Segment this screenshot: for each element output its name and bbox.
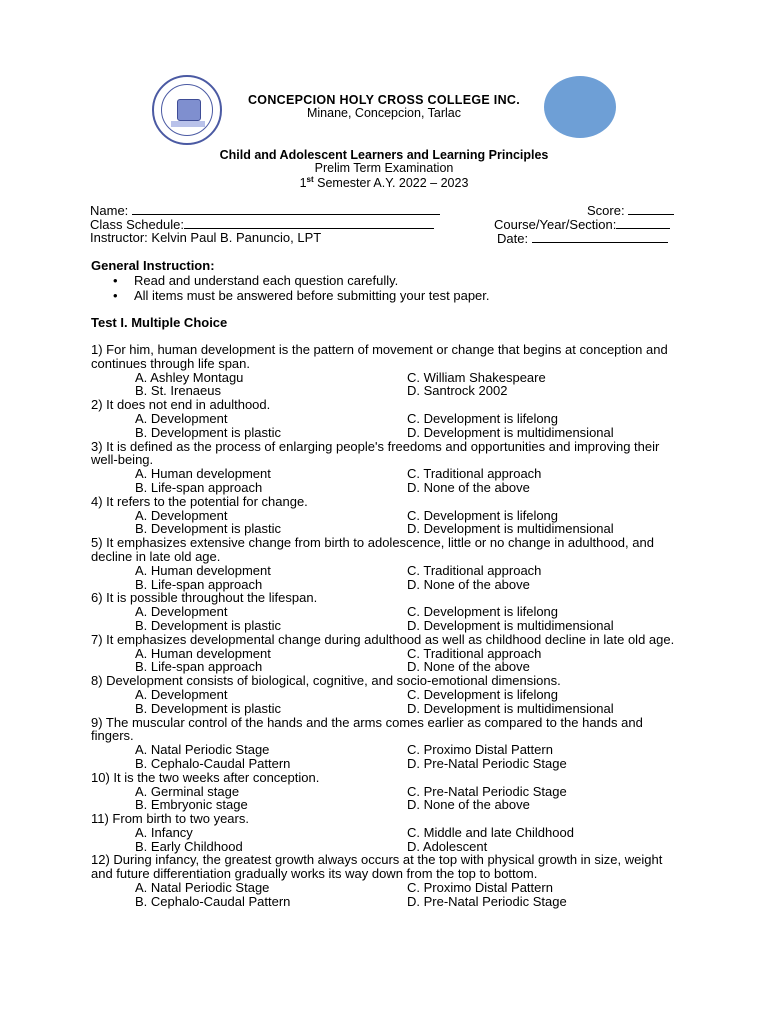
answer-option[interactable]: A. Natal Periodic Stage (135, 742, 270, 758)
question-list (91, 343, 691, 909)
answer-option[interactable]: B. Development is plastic (135, 521, 281, 537)
answer-option[interactable]: B. Life-span approach (135, 479, 263, 495)
option-row (91, 412, 691, 426)
answer-option[interactable]: D. Development is multidimensional (407, 700, 614, 716)
score-label: Score: (587, 203, 625, 218)
question-item (91, 674, 691, 715)
option-row (91, 578, 691, 592)
answer-option[interactable]: C. Development is lifelong (407, 604, 559, 620)
answer-option[interactable]: C. Traditional approach (407, 645, 542, 661)
question-item (91, 853, 691, 908)
answer-option[interactable]: D. None of the above (407, 659, 530, 675)
date-field[interactable] (497, 231, 668, 246)
option-row (91, 371, 691, 385)
question-stem: 3) It is defined as the process of enlarging people's freedoms and opportunities and improving their well-being. (91, 438, 660, 468)
option-row (91, 798, 691, 812)
option-row (91, 840, 691, 854)
question-item (91, 591, 691, 632)
semester-number: 1 (299, 176, 307, 191)
score-field[interactable] (587, 203, 674, 218)
instruction-list (113, 273, 490, 303)
semester-line (0, 175, 768, 190)
answer-option[interactable]: B. Development is plastic (135, 424, 281, 440)
answer-option[interactable]: D. Pre-Natal Periodic Stage (407, 755, 567, 771)
question-item (91, 440, 691, 495)
answer-option[interactable]: D. Development is multidimensional (407, 424, 614, 440)
option-row (91, 702, 691, 716)
question-item (91, 716, 691, 771)
question-item (91, 398, 691, 439)
option-row (91, 647, 691, 661)
option-row (91, 509, 691, 523)
answer-option[interactable]: C. Traditional approach (407, 562, 542, 578)
option-row (91, 743, 691, 757)
answer-option[interactable]: A. Ashley Montagu (135, 369, 244, 385)
answer-option[interactable]: A. Natal Periodic Stage (135, 880, 270, 896)
question-stem: 11) From birth to two years. (91, 811, 249, 827)
semester-suffix: st (306, 175, 314, 184)
option-row (91, 757, 691, 771)
question-stem: 5) It emphasizes extensive change from birth to adolescence, little or no change in adulthood, and decline in late old age. (91, 535, 654, 564)
answer-option[interactable]: C. Development is lifelong (407, 507, 559, 523)
answer-option[interactable]: C. Traditional approach (407, 466, 542, 482)
answer-option[interactable]: D. Santrock 2002 (407, 383, 508, 399)
name-field[interactable] (90, 203, 440, 218)
instruction-item: • Read and understand each question carefully. (113, 273, 490, 288)
answer-option[interactable]: D. None of the above (407, 479, 530, 495)
option-row (91, 688, 691, 702)
school-name: CONCEPCION HOLY CROSS COLLEGE INC. (247, 93, 521, 107)
question-stem: 4) It refers to the potential for change. (91, 493, 308, 509)
answer-option[interactable]: A. Development (135, 686, 228, 702)
option-row (91, 481, 691, 495)
option-row (91, 881, 691, 895)
date-blank[interactable] (532, 231, 668, 243)
answer-option[interactable]: C. Development is lifelong (407, 410, 559, 426)
answer-option[interactable]: D. Development is multidimensional (407, 521, 614, 537)
answer-option[interactable]: C. Proximo Distal Pattern (407, 742, 553, 758)
question-stem: 1) For him, human development is the pattern of movement or change that begins at conception and continues through life span. (91, 342, 668, 371)
option-row (91, 564, 691, 578)
instructor: Instructor: Kelvin Paul B. Panuncio, LPT (90, 230, 322, 245)
question-stem: 6) It is possible throughout the lifespan. (91, 590, 318, 606)
answer-option[interactable]: C. Development is lifelong (407, 686, 559, 702)
semester-text: Semester A.Y. 2022 – 2023 (313, 176, 469, 191)
answer-option[interactable]: D. None of the above (407, 797, 530, 813)
question-stem: 10) It is the two weeks after conception. (91, 769, 320, 785)
instruction-item: • All items must be answered before submitting your test paper. (113, 288, 490, 303)
option-row (91, 660, 691, 674)
school-address: Minane, Concepcion, Tarlac (306, 106, 462, 120)
option-row (91, 785, 691, 799)
answer-option[interactable]: B. Development is plastic (135, 700, 281, 716)
course-title: Child and Adolescent Learners and Learning Principles (219, 148, 549, 162)
question-item (91, 812, 691, 853)
score-blank[interactable] (628, 203, 674, 215)
answer-option[interactable]: B. Cephalo-Caudal Pattern (135, 893, 291, 909)
option-row (91, 467, 691, 481)
answer-option[interactable]: B. Cephalo-Caudal Pattern (135, 755, 291, 771)
answer-option[interactable]: A. Infancy (135, 824, 193, 840)
answer-option[interactable]: A. Human development (135, 466, 271, 482)
option-row (91, 426, 691, 440)
class-schedule-blank[interactable] (184, 217, 434, 229)
answer-option[interactable]: B. Life-span approach (135, 576, 263, 592)
answer-option[interactable]: D. Pre-Natal Periodic Stage (407, 893, 567, 909)
seal-band (171, 121, 205, 127)
class-schedule-label: Class Schedule: (90, 217, 184, 232)
option-row (91, 384, 691, 398)
answer-option[interactable]: C. Pre-Natal Periodic Stage (407, 783, 567, 799)
answer-option[interactable]: A. Development (135, 410, 228, 426)
question-stem: 7) It emphasizes developmental change during adulthood as well as childhood decline in late old age. (91, 631, 675, 647)
answer-option[interactable]: C. Proximo Distal Pattern (407, 880, 553, 896)
option-row (91, 895, 691, 909)
answer-option[interactable]: A. Development (135, 507, 228, 523)
answer-option[interactable]: A. Development (135, 604, 228, 620)
answer-option[interactable]: B. St. Irenaeus (135, 383, 221, 399)
course-year-section-blank[interactable] (616, 217, 670, 229)
general-instruction-title: General Instruction: (91, 258, 215, 273)
question-stem: 2) It does not end in adulthood. (91, 397, 271, 413)
question-item (91, 771, 691, 812)
answer-option[interactable]: B. Early Childhood (135, 838, 243, 854)
option-row (91, 522, 691, 536)
test-title: Test I. Multiple Choice (91, 315, 228, 330)
question-item (91, 536, 691, 591)
name-label: Name: (90, 203, 129, 218)
question-item (91, 495, 691, 536)
answer-option[interactable]: D. None of the above (407, 576, 530, 592)
option-row (91, 605, 691, 619)
answer-option[interactable]: B. Development is plastic (135, 617, 281, 633)
answer-option[interactable]: B. Embryonic stage (135, 797, 248, 813)
date-label: Date: (497, 231, 529, 246)
option-row (91, 619, 691, 633)
answer-option[interactable]: A. Human development (135, 562, 271, 578)
question-stem: 9) The muscular control of the hands and the arms comes earlier as compared to the hands and fingers. (91, 714, 643, 744)
course-year-section-label: Course/Year/Section: (494, 217, 617, 232)
name-blank[interactable] (132, 203, 440, 215)
answer-option[interactable]: A. Human development (135, 645, 271, 661)
question-stem: 8) Development consists of biological, cognitive, and socio-emotional dimensions. (91, 673, 561, 689)
course-year-section-field[interactable] (494, 217, 670, 232)
answer-option[interactable]: C. William Shakespeare (407, 369, 546, 385)
answer-option[interactable]: D. Development is multidimensional (407, 617, 614, 633)
exam-type: Prelim Term Examination (314, 161, 454, 175)
option-row (91, 826, 691, 840)
answer-option[interactable]: A. Germinal stage (135, 783, 240, 799)
question-item (91, 633, 691, 674)
answer-option[interactable]: B. Life-span approach (135, 659, 263, 675)
answer-option[interactable]: D. Adolescent (407, 838, 488, 854)
question-stem: 12) During infancy, the greatest growth always occurs at the top with physical growth in size, weight and future differentiation gradually works its way down from the top to bottom. (91, 852, 663, 882)
answer-option[interactable]: C. Middle and late Childhood (407, 824, 574, 840)
question-item (91, 343, 691, 398)
